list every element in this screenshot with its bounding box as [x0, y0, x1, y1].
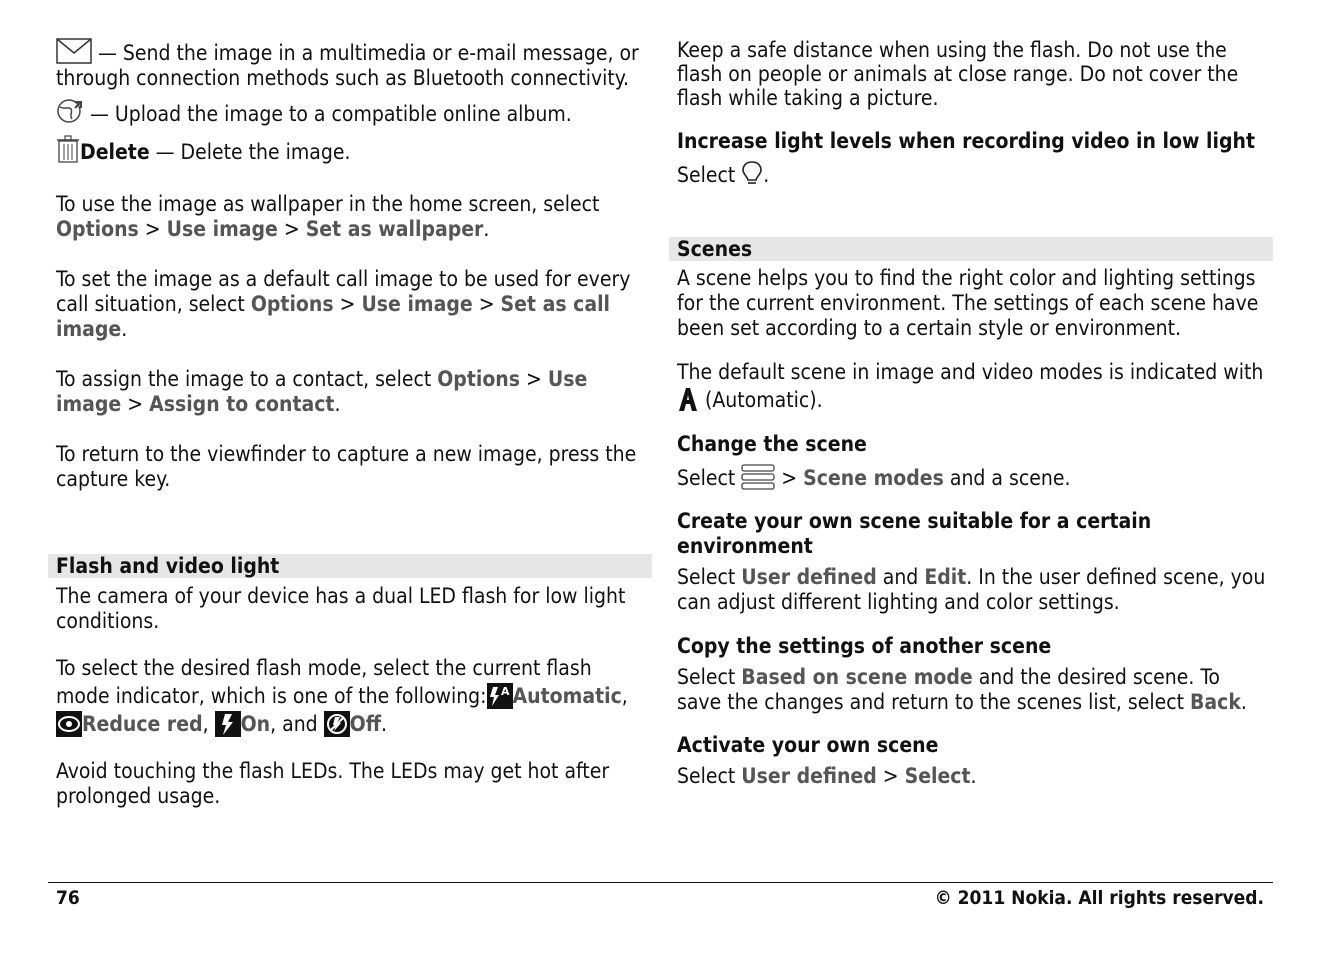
copy-scene-paragraph	[677, 665, 1269, 715]
upload-text: — Upload the image to a compatible online album.	[84, 102, 572, 126]
copyright-notice: © 2011 Nokia. All rights reserved.	[934, 887, 1264, 909]
separator: >	[333, 292, 362, 316]
use-image-link[interactable]: Use image	[166, 217, 278, 241]
upload-paragraph	[56, 97, 648, 127]
edit-link[interactable]: Edit	[924, 565, 967, 589]
safe-distance-paragraph: Keep a safe distance when using the flash. Do not use the flash on people or animals at close range. Do not cover the flash while taking a picture.	[677, 38, 1239, 110]
period: .	[334, 392, 341, 416]
options-link[interactable]: Options	[56, 217, 139, 241]
change-tail: and a scene.	[943, 466, 1071, 490]
scenes-p2-tail: (Automatic).	[699, 388, 823, 412]
contact-lead: To assign the image to a contact, select	[56, 367, 438, 391]
scenes-section	[677, 266, 1269, 789]
contact-paragraph	[56, 367, 648, 417]
scenes-p2-lead: The default scene in image and video modes is indicated with	[677, 360, 1264, 384]
select-word: Select	[677, 163, 736, 187]
right-column	[677, 38, 1269, 188]
create-scene-heading: Create your own scene suitable for a certain environment	[677, 509, 1152, 558]
user-defined-link[interactable]: User defined	[741, 565, 877, 589]
wallpaper-paragraph	[56, 192, 648, 242]
automatic-link[interactable]: Automatic	[512, 684, 622, 708]
flash-section-header	[48, 554, 652, 578]
send-text: — Send the image in a multimedia or e-mail message, or through connection methods such as Bluetooth connectivity.	[56, 41, 639, 90]
flash-off-icon	[324, 711, 350, 737]
flash-on-icon	[215, 711, 241, 737]
delete-paragraph	[56, 135, 648, 165]
separator: >	[472, 292, 501, 316]
period: .	[763, 163, 770, 187]
scenes-paragraph-1: A scene helps you to find the right color and lighting settings for the current environment. The settings of each scene have been set according to a certain style or environment.	[677, 266, 1259, 340]
return-paragraph: To return to the viewfinder to capture a new image, press the capture key.	[56, 442, 637, 491]
assign-to-contact-link[interactable]: Assign to contact	[149, 392, 335, 416]
use-image-link[interactable]: Use image	[56, 367, 588, 416]
section-title: Flash and video light	[56, 554, 280, 578]
and-text: , and	[270, 712, 324, 736]
select-word: Select	[677, 565, 736, 589]
period: .	[970, 764, 977, 788]
menu-icon	[741, 463, 775, 491]
call-image-lead: To set the image as a default call image to be used for every call situation, select	[56, 267, 631, 316]
scenes-paragraph-2	[677, 359, 1269, 414]
activate-scene-paragraph	[677, 764, 1269, 789]
separator: >	[121, 392, 150, 416]
use-image-link[interactable]: Use image	[361, 292, 473, 316]
reduce-red-link[interactable]: Reduce red	[82, 712, 203, 736]
create-scene-paragraph	[677, 565, 1269, 615]
on-link[interactable]: On	[240, 712, 271, 736]
change-scene-paragraph	[677, 463, 1269, 491]
copy-mid: and the desired scene. To save the changes and return to the scenes list, select	[677, 665, 1220, 714]
light-bulb-icon	[741, 160, 763, 186]
page-number: 76	[56, 887, 80, 909]
flash-paragraph-3: Avoid touching the flash LEDs. The LEDs may get hot after prolonged usage.	[56, 759, 610, 808]
activate-scene-heading: Activate your own scene	[677, 733, 939, 757]
svg-text:A: A	[500, 685, 510, 698]
scene-modes-link[interactable]: Scene modes	[803, 466, 944, 490]
change-scene-heading: Change the scene	[677, 432, 867, 456]
flash-paragraph-1: The camera of your device has a dual LED flash for low light conditions.	[56, 584, 626, 633]
send-paragraph	[56, 38, 648, 91]
scenes-section-header	[669, 237, 1273, 261]
select-word: Select	[677, 665, 736, 689]
scene-auto-icon	[677, 386, 699, 412]
flash-paragraph-2	[56, 654, 648, 738]
separator: >	[775, 466, 804, 490]
red-eye-icon	[56, 711, 82, 737]
separator: >	[277, 217, 306, 241]
separator: >	[876, 764, 905, 788]
set-as-wallpaper-link[interactable]: Set as wallpaper	[305, 217, 484, 241]
off-link[interactable]: Off	[349, 712, 382, 736]
period: .	[121, 317, 128, 341]
options-link[interactable]: Options	[437, 367, 521, 391]
delete-text: — Delete the image.	[149, 140, 351, 164]
and-text: and	[876, 565, 925, 589]
period: .	[483, 217, 490, 241]
flash-lead: To select the desired flash mode, select the current flash mode indicator, which is one of the following:	[56, 656, 592, 708]
select-word: Select	[677, 466, 736, 490]
set-as-call-image-link[interactable]: Set as call image	[56, 292, 611, 341]
increase-light-heading: Increase light levels when recording video in low light	[677, 129, 1255, 153]
footer-rule	[48, 882, 1273, 883]
wallpaper-lead: To use the image as wallpaper in the home screen, select	[56, 192, 600, 216]
trash-icon	[56, 135, 80, 163]
call-image-paragraph	[56, 267, 648, 342]
section-title: Scenes	[677, 237, 753, 261]
separator: >	[520, 367, 548, 391]
comma: ,	[202, 712, 215, 736]
user-defined-link[interactable]: User defined	[741, 764, 877, 788]
select-word: Select	[677, 764, 736, 788]
comma: ,	[621, 684, 628, 708]
period: .	[381, 712, 388, 736]
create-tail: . In the user defined scene, you can adjust different lighting and color settings.	[677, 565, 1266, 614]
increase-light-paragraph	[677, 160, 1269, 188]
left-column	[56, 38, 648, 492]
separator: >	[138, 217, 167, 241]
delete-label: Delete	[80, 140, 150, 164]
envelope-icon	[56, 38, 92, 64]
options-link[interactable]: Options	[250, 292, 334, 316]
globe-upload-icon	[56, 97, 84, 125]
back-link[interactable]: Back	[1190, 690, 1241, 714]
flash-section	[56, 584, 648, 809]
based-on-scene-mode-link[interactable]: Based on scene mode	[741, 665, 973, 689]
select-link[interactable]: Select	[904, 764, 971, 788]
copy-scene-heading: Copy the settings of another scene	[677, 634, 1052, 658]
period: .	[1240, 690, 1247, 714]
flash-auto-icon	[487, 683, 513, 709]
